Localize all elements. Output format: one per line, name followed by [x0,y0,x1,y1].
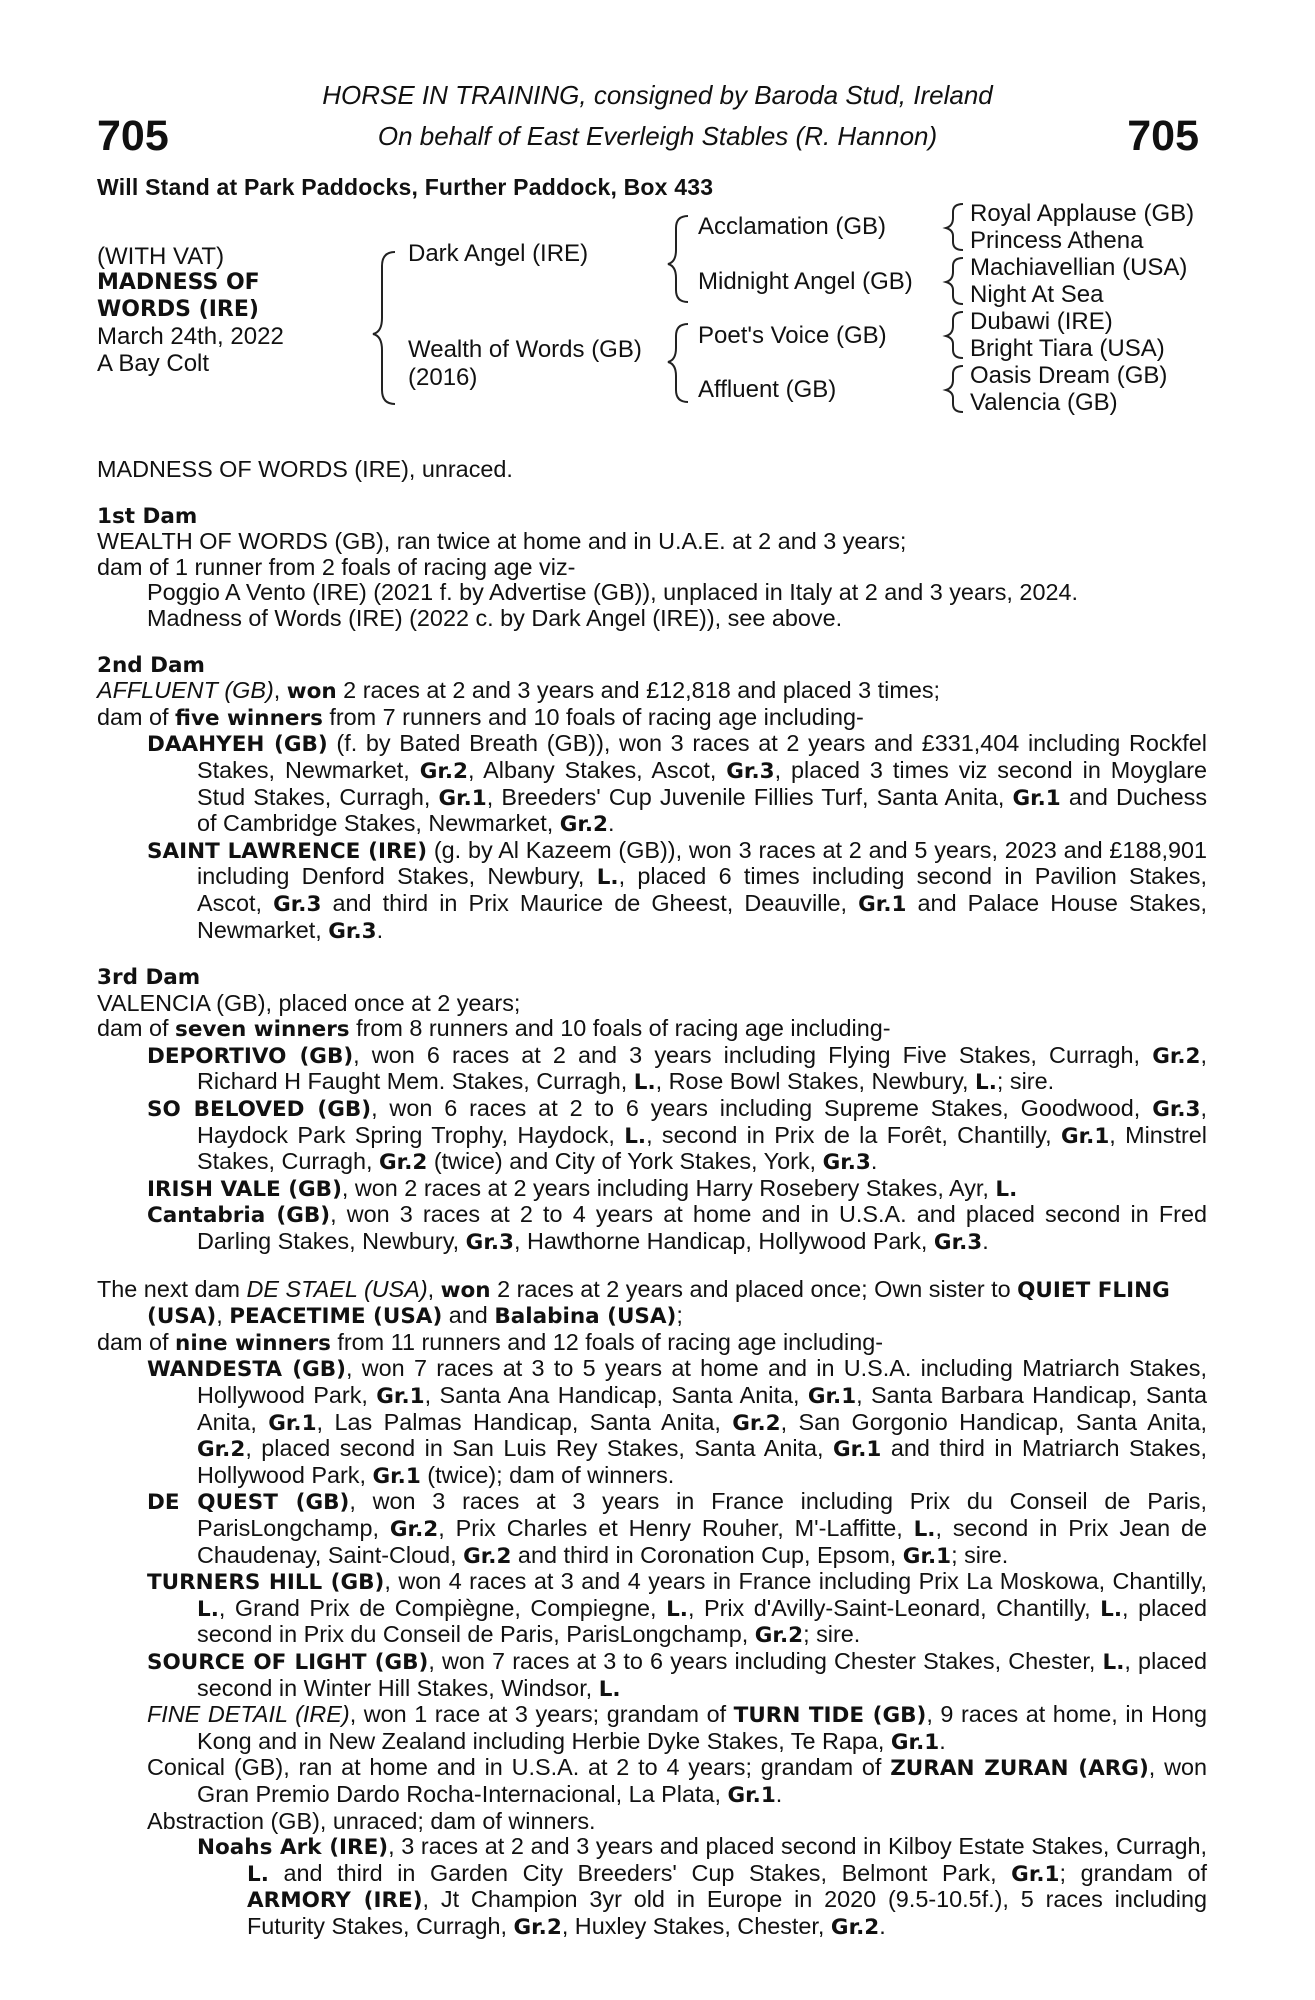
produce-item: Abstraction (GB), unraced; dam of winners. [147,1807,596,1834]
text-run: . [879,1912,886,1939]
text-run: Gr.2 [197,1437,246,1463]
text-run: , Albany Stakes, Ascot, [468,756,727,783]
text-run: , Prix d'Avilly-Saint-Leonard, Chantilly, [687,1594,1101,1621]
text-run: ; sire. [803,1621,861,1648]
text-run: , placed second in Prix du Conseil de Paris, ParisLongchamp, [197,1594,1207,1648]
produce-item [97,1702,1207,1755]
text-run: dam of [97,703,176,730]
third-dam-produce-line [97,1016,1207,1043]
text-run: , Santa Barbara Handicap, Santa Anita, [197,1382,1207,1435]
text-run: , Rose Bowl Stakes, Newbury, [655,1068,976,1095]
next-dam-line [97,1277,1207,1330]
text-run: Gr.2 [379,1150,428,1176]
text-run: , Las Palmas Handicap, Santa Anita, [316,1408,733,1435]
behalf-line: On behalf of East Everleigh Stables (R. Hannon) [377,121,938,151]
dam-line1: Wealth of Words (GB) [408,336,642,363]
text-run: Gr.2 [830,1914,880,1940]
text-run: won [440,1277,491,1303]
text-run: , Richard H Faught Mem. Stakes, Curragh, [197,1041,1207,1095]
text-run: seven winners [175,1017,350,1043]
text-run: , won Gran Premio Dardo Rocha-Internacional, La Plata, [197,1754,1207,1807]
text-run: , won 4 races at 3 and 4 years in France including Prix La Moskowa, Chantilly, [384,1568,1208,1595]
text-run: , 9 races at home, in Hong Kong and in New Zealand including Herbie Dyke Stakes, Te Rapa, [197,1701,1208,1754]
text-run: TURN TIDE (GB) [733,1703,927,1729]
text-run: L. [197,1596,219,1622]
text-run: , placed second in Winter Hill Stakes, Windsor, [197,1647,1207,1701]
text-run: IRISH VALE (GB) [147,1176,342,1202]
text-run: 2 races at 2 and 3 years and £12,818 and placed 3 times; [336,677,941,704]
text-run: L. [995,1176,1018,1202]
text-run: . [870,1148,878,1175]
produce-item [97,1755,1207,1808]
text-run: won [286,679,337,705]
text-run: DAAHYEH (GB) [147,732,328,758]
produce-item [97,1649,1207,1702]
text-run: DEPORTIVO (GB) [147,1043,354,1069]
text-run: (f. by Bated Breath (GB)), won 3 races at 2 years and £331,404 including Rockfel Stakes, Newmarket, [197,730,1207,783]
text-run: Gr.2 [419,758,469,784]
text-run: Gr.3 [328,918,377,944]
text-run: TURNERS HILL (GB) [147,1570,385,1596]
text-run: Gr.3 [726,758,775,784]
text-run: , second in Prix Jean de Chaudenay, Saint-Cloud, [197,1514,1207,1568]
lot-number-right: 705 [1127,112,1199,160]
dam-sire: Poet's Voice (GB) [698,322,887,349]
horse-name-line2: WORDS (IRE) [97,297,259,322]
text-run: L. [247,1861,269,1887]
stand-location: Will Stand at Park Paddocks, Further Paddock, Box 433 [97,174,714,200]
text-run: Cantabria (GB) [147,1203,331,1229]
text-run: and Duchess of Cambridge Stakes, Newmarket, [197,783,1208,837]
text-run: , Santa Ana Handicap, Santa Anita, [424,1382,808,1408]
text-run: ; sire. [951,1541,1009,1568]
text-run: , second in Prix de la Forêt, Chantilly, [646,1121,1061,1148]
third-dam-heading: 3rd Dam [97,965,201,991]
text-run: , won 6 races at 2 to 6 years including Supreme Stakes, Goodwood, [371,1095,1153,1122]
text-run: (twice) and City of York Stakes, York, [427,1148,823,1175]
text-run: L. [666,1596,688,1622]
third-dam-line: VALENCIA (GB), placed once at 2 years; [97,989,521,1016]
text-run: , Breeders' Cup Juvenile Fillies Turf, Santa Anita, [486,783,1013,810]
text-run: , won 7 races at 3 to 6 years including Chester Stakes, Chester, [428,1647,1103,1674]
text-run: Gr.1 [438,785,487,811]
text-run: , placed 6 times including second in Pavilion Stakes, Ascot, [197,863,1207,916]
text-run: Noahs Ark (IRE) [197,1835,389,1861]
text-run: ; grandam of [1059,1859,1208,1886]
text-run: Gr.1 [376,1384,425,1409]
text-run: (g. by Al Kazeem (GB)), won 3 races at 2 and 5 years, 2023 and £188,901 including Denford Stakes, Newbury, [197,836,1207,890]
produce-item [97,1096,1207,1176]
text-run: and [442,1302,495,1329]
text-run: , Huxley Stakes, Chester, [561,1912,831,1939]
vat-note: (WITH VAT) [97,243,225,270]
text-run: , San Gorgonio Handicap, Santa Anita, [780,1408,1207,1435]
text-run: and third in Prix Maurice de Gheest, Deauville, [321,889,859,916]
text-run: Gr.1 [1012,785,1061,811]
text-run: L. [913,1516,936,1542]
produce-item [97,1489,1207,1569]
text-run: DE STAEL (USA) [246,1275,428,1302]
text-run: Gr.1 [372,1463,421,1489]
produce-item [97,838,1207,944]
text-run: . [775,1780,783,1807]
text-run: Gr.3 [465,1230,514,1256]
text-run: Gr.2 [732,1410,781,1436]
text-run: , [273,677,287,704]
second-dam-produce-line [97,705,1207,732]
text-run: Balabina (USA) [494,1304,677,1330]
text-run: Gr.2 [559,812,609,838]
text-run: , won 2 races at 2 years including Harry Rosebery Stakes, Ayr, [341,1174,996,1201]
text-run: , Haydock Park Spring Trophy, Haydock, [197,1095,1207,1148]
text-run: . [376,916,384,943]
text-run: Conical (GB), ran at home and in U.S.A. at 2 to 4 years; grandam of [147,1754,891,1781]
text-run: , Prix Charles et Henry Rouher, M'-Laffitte, [438,1514,914,1541]
text-run: nine winners [175,1330,331,1356]
text-run: Gr.1 [807,1384,857,1409]
dd-sire: Oasis Dream (GB) [970,362,1168,389]
text-run: Gr.2 [513,1914,562,1940]
text-run: ; sire. [996,1068,1055,1095]
sd-sire: Machiavellian (USA) [970,254,1188,281]
produce-item [97,1043,1207,1096]
second-dam-line [97,678,1207,705]
sire-dam: Midnight Angel (GB) [698,268,913,295]
produce-item [97,731,1207,837]
text-run: from 11 runners and 12 foals of racing age including- [330,1328,884,1355]
first-dam-produce-line: dam of 1 runner from 2 foals of racing age viz- [97,553,576,580]
dam-dam: Affluent (GB) [698,376,837,403]
text-run: L. [624,1123,647,1149]
text-run: 2 races at 2 years and placed once; Own sister to [490,1275,1018,1302]
text-run: , 3 races at 2 and 3 years and placed second in Kilboy Estate Stakes, Curragh, [388,1833,1207,1860]
text-run: , [216,1302,230,1329]
catalogue-body [97,457,1207,1940]
text-run: Gr.1 [268,1410,317,1436]
text-run: Gr.1 [1011,1861,1060,1887]
text-run: Gr.2 [463,1543,512,1569]
ds-sire: Dubawi (IRE) [970,308,1113,335]
text-run: and Palace House Stakes, Newmarket, [197,889,1208,943]
lot-number-left: 705 [97,112,169,160]
text-run: , won 3 races at 3 years in France including Prix du Conseil de Paris, ParisLongchamp, [197,1488,1207,1541]
text-run: WANDESTA (GB) [147,1357,346,1383]
text-run: L. [1100,1596,1123,1622]
text-run: L. [598,1676,621,1702]
text-run: Gr.3 [1152,1097,1201,1123]
text-run: L. [1102,1649,1125,1675]
dd-dam: Valencia (GB) [970,389,1118,416]
text-run: Gr.3 [273,891,322,917]
sire: Dark Angel (IRE) [408,240,589,267]
text-run: Gr.1 [727,1782,776,1808]
horse-description: A Bay Colt [97,350,210,377]
text-run: The next dam [97,1275,247,1302]
text-run: DE QUEST (GB) [147,1490,350,1516]
horse-name-line1: MADNESS OF [97,270,260,295]
text-run: and third in Garden City Breeders' Cup Stakes, Belmont Park, [268,1859,1012,1886]
text-run: , Minstrel Stakes, Curragh, [197,1121,1207,1175]
ss-dam: Princess Athena [970,227,1144,254]
text-run: Gr.2 [754,1623,804,1649]
ss-sire: Royal Applause (GB) [970,200,1195,227]
text-run: , Grand Prix de Compiègne, Compiegne, [218,1594,667,1621]
produce-item [97,1569,1207,1649]
text-run: , [427,1275,441,1302]
text-run: , won 7 races at 3 to 5 years at home and in U.S.A. including Matriarch Stakes, Hollywood Park, [197,1355,1207,1408]
text-run: SOURCE OF LIGHT (GB) [147,1649,429,1675]
text-run: ZURAN ZURAN (ARG) [890,1756,1149,1782]
sire-sire: Acclamation (GB) [698,213,887,240]
text-run: , won 1 race at 3 years; grandam of [349,1701,734,1728]
text-run: Gr.3 [822,1150,871,1176]
text-run: Gr.1 [858,891,907,917]
first-dam-line: WEALTH OF WORDS (GB), ran twice at home and in U.A.E. at 2 and 3 years; [97,528,907,555]
text-run: Gr.1 [890,1729,940,1755]
produce-item [97,1202,1207,1255]
foaling-date: March 24th, 2022 [97,323,284,350]
intro-line: MADNESS OF WORDS (IRE), unraced. [97,456,513,482]
text-run: FINE DETAIL (IRE) [147,1701,350,1728]
first-dam-heading: 1st Dam [97,503,198,529]
text-run: , Hawthorne Handicap, Hollywood Park, [513,1228,934,1255]
text-run: and third in Matriarch Stakes, Hollywood Park, [197,1435,1208,1488]
ds-dam: Bright Tiara (USA) [970,335,1165,362]
text-run: five winners [175,705,323,731]
sd-dam: Night At Sea [970,281,1104,308]
dam-name: AFFLUENT (GB) [97,677,274,704]
next-dam-produce-line [97,1330,1207,1357]
text-run: ARMORY (IRE) [247,1888,423,1914]
text-run: dam of [97,1328,176,1355]
text-run: (twice); dam of winners. [420,1461,675,1488]
text-run: Gr.1 [833,1437,882,1463]
text-run: Gr.1 [902,1543,952,1569]
second-dam-heading: 2nd Dam [97,652,205,678]
text-run: Gr.1 [1060,1123,1110,1149]
text-run: Gr.2 [389,1516,439,1542]
text-run: , placed second in San Luis Rey Stakes, Santa Anita, [245,1435,834,1462]
text-run: , won 3 races at 2 to 4 years at home and in U.S.A. and placed second in Fred Darling Stakes, Newbury, [197,1201,1207,1255]
produce-item [97,1176,1207,1203]
text-run: , placed 3 times viz second in Moyglare Stud Stakes, Curragh, [197,756,1208,810]
produce-item [97,1356,1207,1489]
text-run: and third in Coronation Cup, Epsom, [511,1541,903,1568]
text-run: QUIET FLING (USA) [147,1277,1170,1330]
text-run: SO BELOVED (GB) [147,1097,372,1123]
text-run: . [939,1727,946,1754]
text-run: , Jt Champion 3yr old in Europe in 2020 (9.5-10.5f.), 5 races including Futurity Stakes, Curragh, [247,1886,1207,1939]
text-run: dam of [97,1015,176,1042]
grand-produce-item [97,1834,1207,1940]
text-run: . [608,810,615,837]
text-run: . [982,1228,989,1255]
text-run: ; [676,1302,683,1329]
produce-item: Madness of Words (IRE) (2022 c. by Dark Angel (IRE)), see above. [147,604,843,631]
consignor-line: HORSE IN TRAINING, consigned by Baroda Stud, Ireland [322,80,993,110]
text-run: Gr.3 [933,1230,983,1256]
text-run: , won 6 races at 2 and 3 years including Flying Five Stakes, Curragh, [353,1041,1153,1068]
text-run: from 8 runners and 10 foals of racing age including- [349,1015,891,1042]
text-run: Gr.2 [1152,1043,1201,1069]
produce-item: Poggio A Vento (IRE) (2021 f. by Advertise (GB)), unplaced in Italy at 2 and 3 years, 2024. [147,579,1078,606]
dam-line2: (2016) [408,364,478,391]
text-run: from 7 runners and 10 foals of racing age including- [322,703,864,730]
text-run: PEACETIME (USA) [229,1304,443,1330]
text-run: SAINT LAWRENCE (IRE) [147,838,428,864]
text-run: L. [975,1070,997,1096]
text-run: L. [596,865,619,891]
text-run: L. [633,1070,656,1096]
